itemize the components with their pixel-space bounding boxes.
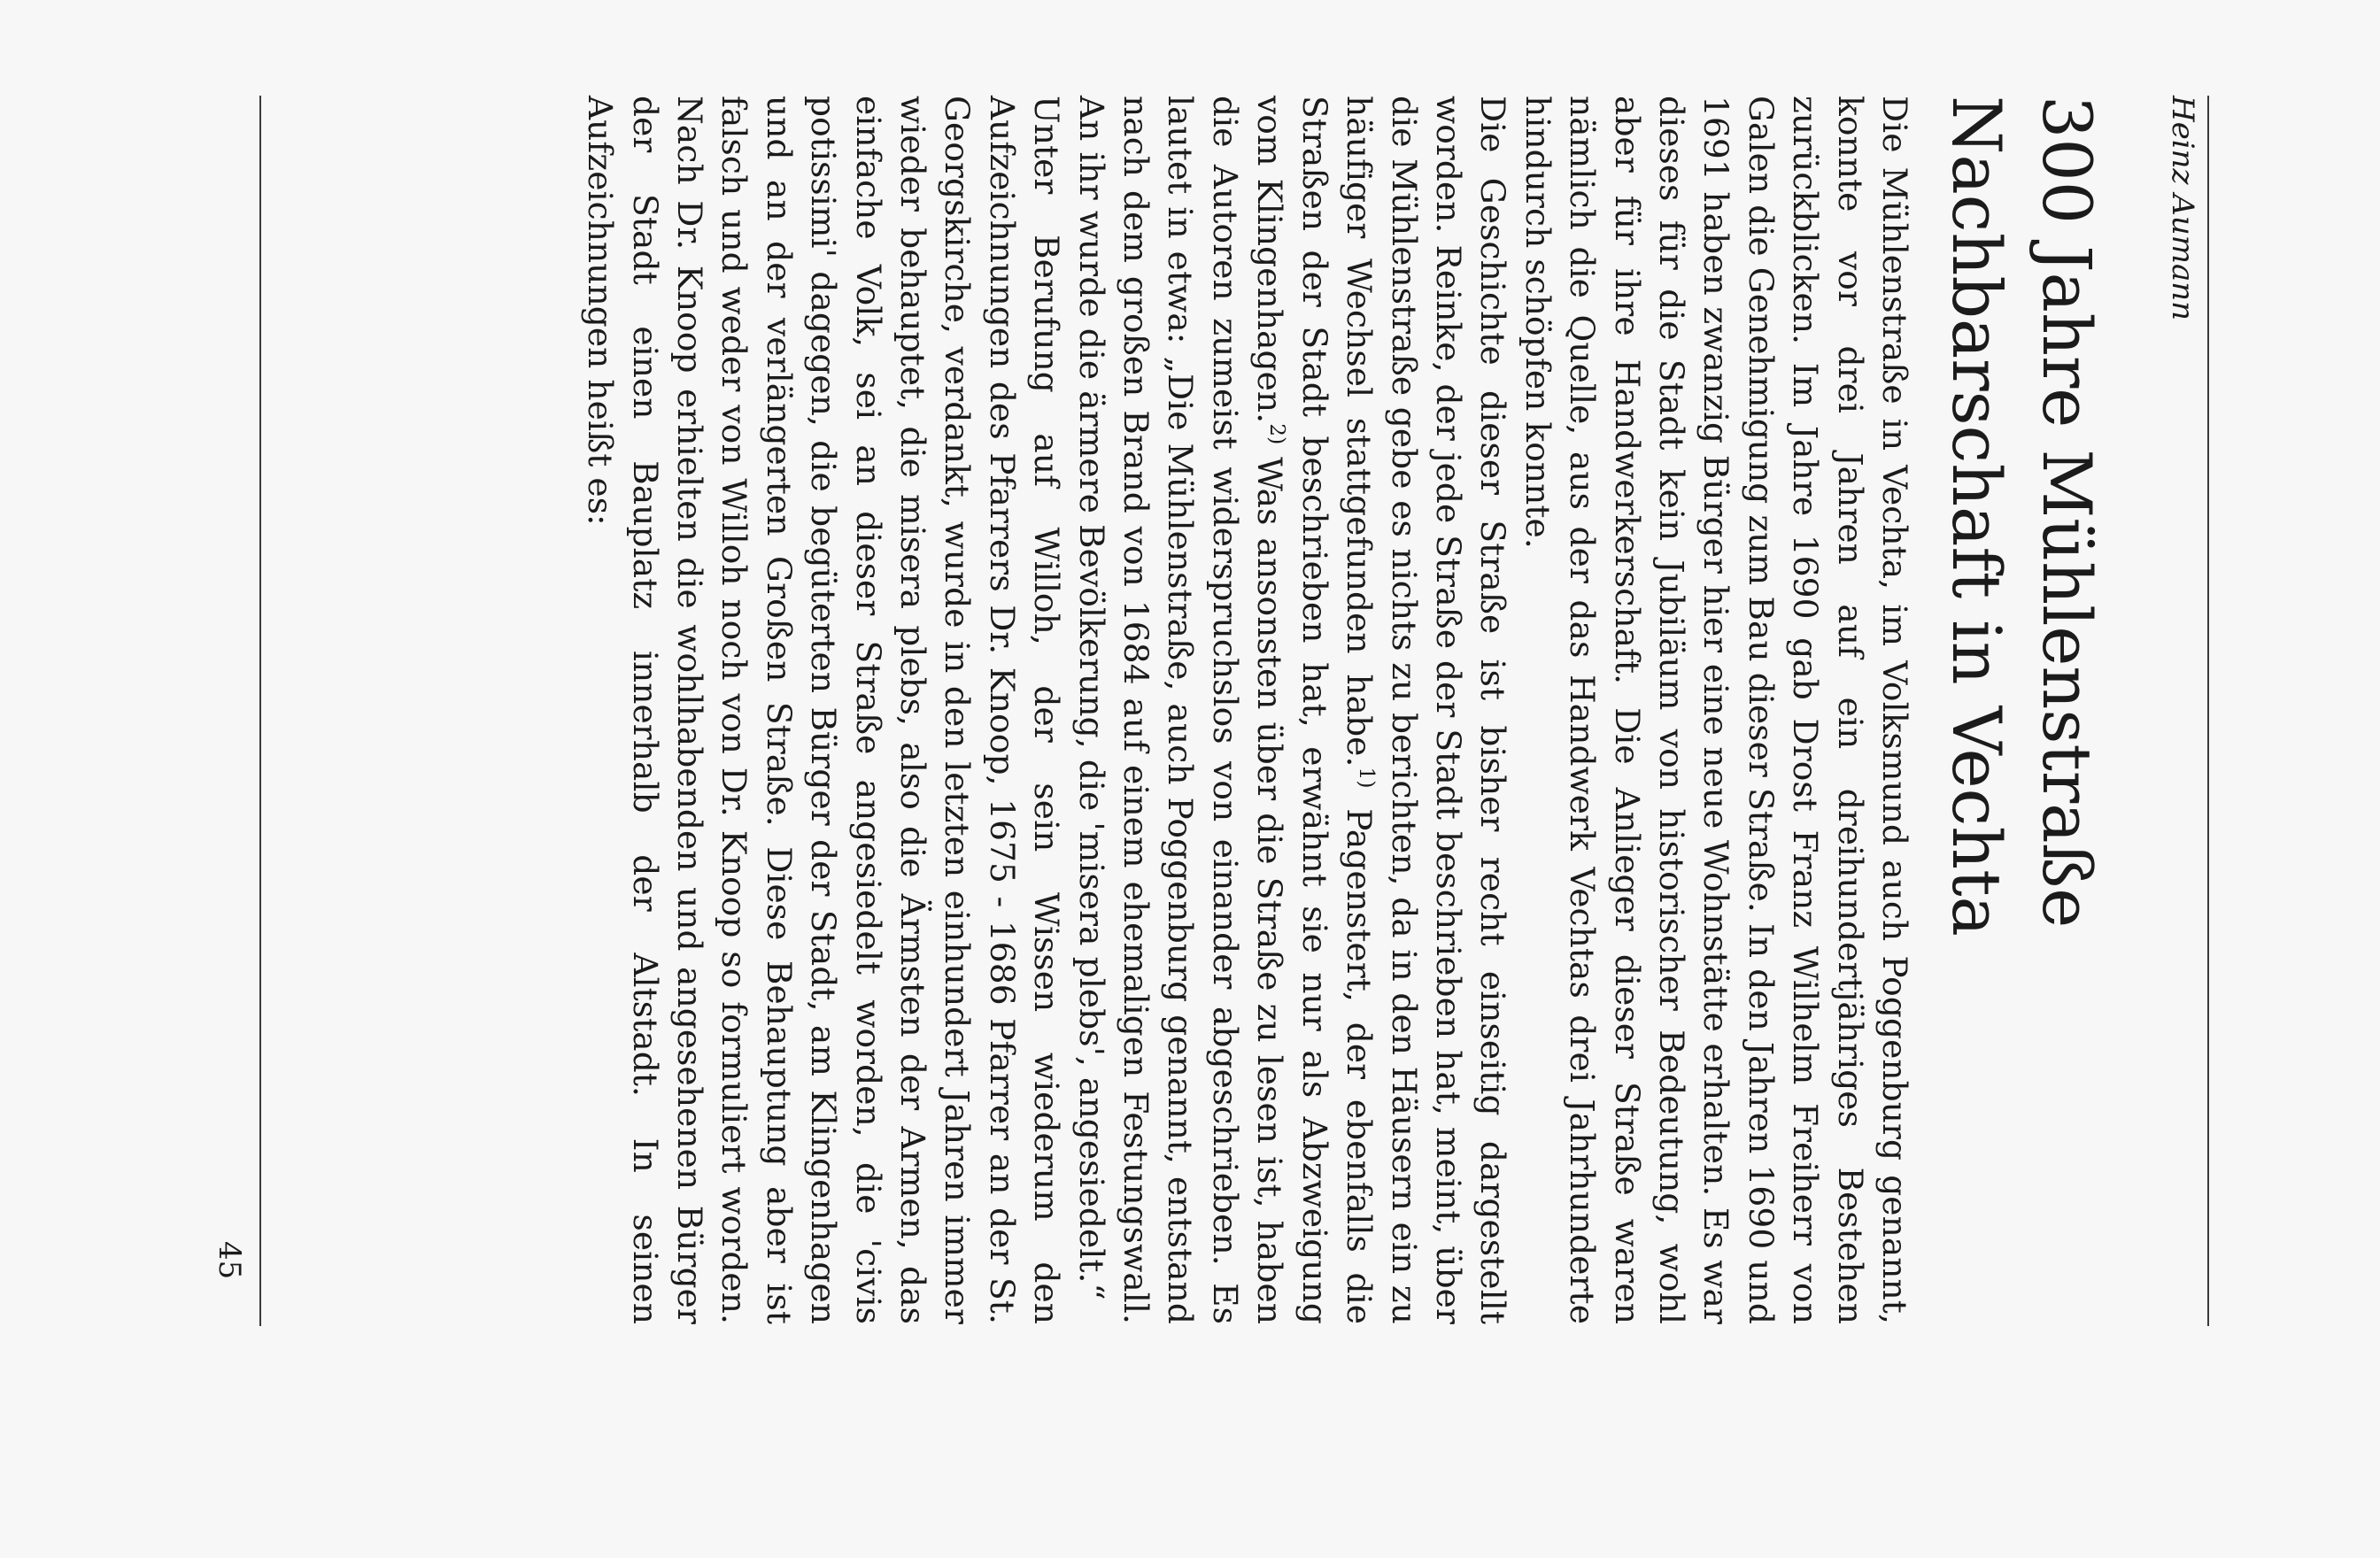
footnote-marker-1: 1) <box>1355 767 1379 789</box>
paragraph-2-part-1: Die Geschichte dieser Straße ist bisher recht einseitig dargestellt worden. Reinke, der jede Straße der Stadt beschrieben hat, meint, über die Mühlenstraße gebe es nichts zu berichten, da in den Häusern ein zu häufiger Wechsel stattgefunden habe. <box>1340 96 1513 1324</box>
header-rule <box>2207 96 2209 1326</box>
paragraph-2-part-2: Pagenstert, der ebenfalls die Straßen der Stadt beschrieben hat, erwähnt sie nur als Abzweigung vom Klingenhagen. <box>1250 96 1379 1324</box>
page-number: 45 <box>212 1241 247 1280</box>
rotated-book-page <box>212 96 2209 1326</box>
title-line-2: Nachbarschaft in Vechta <box>1937 96 2016 937</box>
author-name: Heinz Aumann <box>2165 96 2200 321</box>
article-title <box>1931 96 2112 1326</box>
paragraph-1: Die Mühlenstraße in Vechta, im Volksmund auch Poggenburg genannt, konnte vor drei Jahren auf ein dreihundertjähriges Bestehen zurückblicken. Im Jahre 1690 gab Drost Franz Wilhelm Freiherr von Galen die Genehmigung zum Bau dieser Straße. In den Jahren 1690 und 1691 haben zwanzig Bürger hier eine neue Wohnstätte erhalten. Es war dieses für die Stadt kein Jubiläum von historischer Bedeutung, wohl aber für ihre Handwerkerschaft. Die Anlieger dieser Straße waren nämlich die Quelle, aus der das Handwerk Vechtas drei Jahrhunderte hindurch schöpfen konnte. <box>1518 96 1914 1324</box>
paragraph-3: Unter Berufung auf Willoh, der sein Wissen wiederum den Aufzeichnungen des Pfarrers Dr. Knoop, 1675 - 1686 Pfarrer an der St. Georgskirche, verdankt, wurde in den letzten einhundert Jahren immer wieder behauptet, die misera plebs, also die Ärmsten der Armen, das einfache Volk, sei an dieser Straße angesiedelt worden, die 'civis potissimi' dagegen, die begüterten Bürger der Stadt, am Klingenhagen und an der verlängerten Großen Straße. Diese Behauptung aber ist falsch und weder von Willoh noch von Dr. Knoop so formuliert worden. Nach Dr. Knoop erhielten die wohlhabenden und angesehenen Bürger der Stadt einen Bauplatz innerhalb der Altstadt. In seinen Aufzeichnungen heißt es: <box>581 96 1067 1324</box>
footer-rule <box>259 96 261 1326</box>
article-body <box>578 96 1917 1324</box>
title-line-1: 300 Jahre Mühlenstraße <box>2028 96 2106 929</box>
footnote-marker-2: 2) <box>1265 423 1290 445</box>
paragraph-2 <box>1069 96 1515 1324</box>
paragraph-2-part-3: Was ansonsten über die Straße zu lesen ist, haben die Autoren zumeist widerspruchslos von einander abgeschrieben. Es lautet in etwa: „Die Mühlenstraße, auch Poggenburg genannt, entstand nach dem großen Brand von 1684 auf einem ehemaligen Festungswall. An ihr wurde die ärmere Bevölkerung, die 'misera plebs', angesiedelt.“ <box>1071 96 1290 1324</box>
